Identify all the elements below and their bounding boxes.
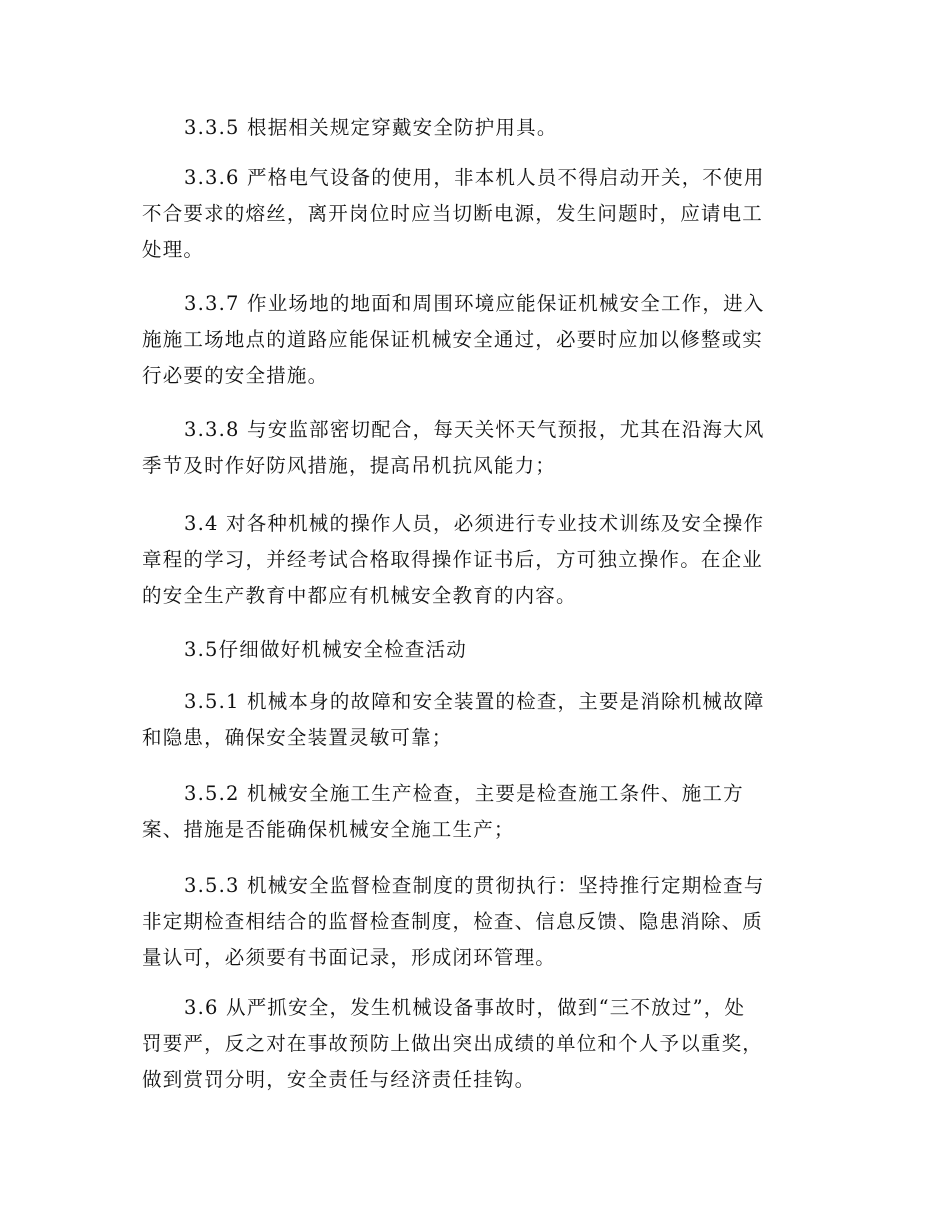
text-line: 3.4 对各种机械的操作人员，必须进行专业技术训练及安全操作	[184, 512, 765, 535]
text-line: 不合要求的熔丝，离开岗位时应当切断电源，发生问题时，应请电工	[142, 202, 764, 225]
text-line: 案、措施是否能确保机械安全施工生产；	[142, 818, 515, 841]
paragraph-3-3-8	[142, 412, 812, 484]
text-line: 做到赏罚分明，安全责任与经济责任挂钩。	[142, 1068, 536, 1091]
paragraph-3-3-6	[142, 160, 812, 268]
text-line: 3.3.8 与安监部密切配合，每天关怀天气预报，尤其在沿海大风	[184, 418, 765, 441]
text-line: 季节及时作好防风措施，提高吊机抗风能力；	[142, 454, 557, 477]
text-line: 和隐患，确保安全装置灵敏可靠；	[142, 726, 453, 749]
paragraph-3-4	[142, 506, 812, 614]
paragraph-3-3-5	[142, 110, 812, 146]
text-line: 处理。	[142, 238, 205, 261]
paragraph-3-5-1	[142, 684, 812, 756]
text-line: 章程的学习，并经考试合格取得操作证书后，方可独立操作。在企业	[142, 548, 764, 571]
paragraph-3-3-7	[142, 286, 812, 394]
paragraph-3-5-2	[142, 776, 812, 848]
text-line: 的安全生产教育中都应有机械安全教育的内容。	[142, 584, 577, 607]
paragraph-3-5-heading	[142, 632, 812, 668]
text-line: 行必要的安全措施。	[142, 364, 329, 387]
text-line: 3.3.5 根据相关规定穿戴安全防护用具。	[184, 116, 558, 139]
paragraph-3-5-3	[142, 868, 812, 976]
paragraph-3-6	[142, 990, 812, 1098]
text-line: 3.5仔细做好机械安全检查活动	[184, 638, 468, 661]
text-line: 施施工场地点的道路应能保证机械安全通过，必要时应加以修整或实	[142, 328, 764, 351]
text-line: 量认可，必须要有书面记录，形成闭环管理。	[142, 946, 557, 969]
text-line: 3.3.6 严格电气设备的使用，非本机人员不得启动开关，不使用	[184, 166, 765, 189]
text-line: 3.5.2 机械安全施工生产检查，主要是检查施工条件、施工方	[184, 782, 744, 805]
text-line: 3.5.3 机械安全监督检查制度的贯彻执行：坚持推行定期检查与	[184, 874, 765, 897]
text-line: 3.6 从严抓安全，发生机械设备事故时，做到“三不放过”，处	[184, 996, 746, 1019]
text-line: 3.5.1 机械本身的故障和安全装置的检查，主要是消除机械故障	[184, 690, 765, 713]
text-line: 3.3.7 作业场地的地面和周围环境应能保证机械安全工作，进入	[184, 292, 765, 315]
text-line: 非定期检查相结合的监督检查制度，检查、信息反馈、隐患消除、质	[142, 910, 764, 933]
text-line: 罚要严，反之对在事故预防上做出突出成绩的单位和个人予以重奖，	[142, 1032, 764, 1055]
